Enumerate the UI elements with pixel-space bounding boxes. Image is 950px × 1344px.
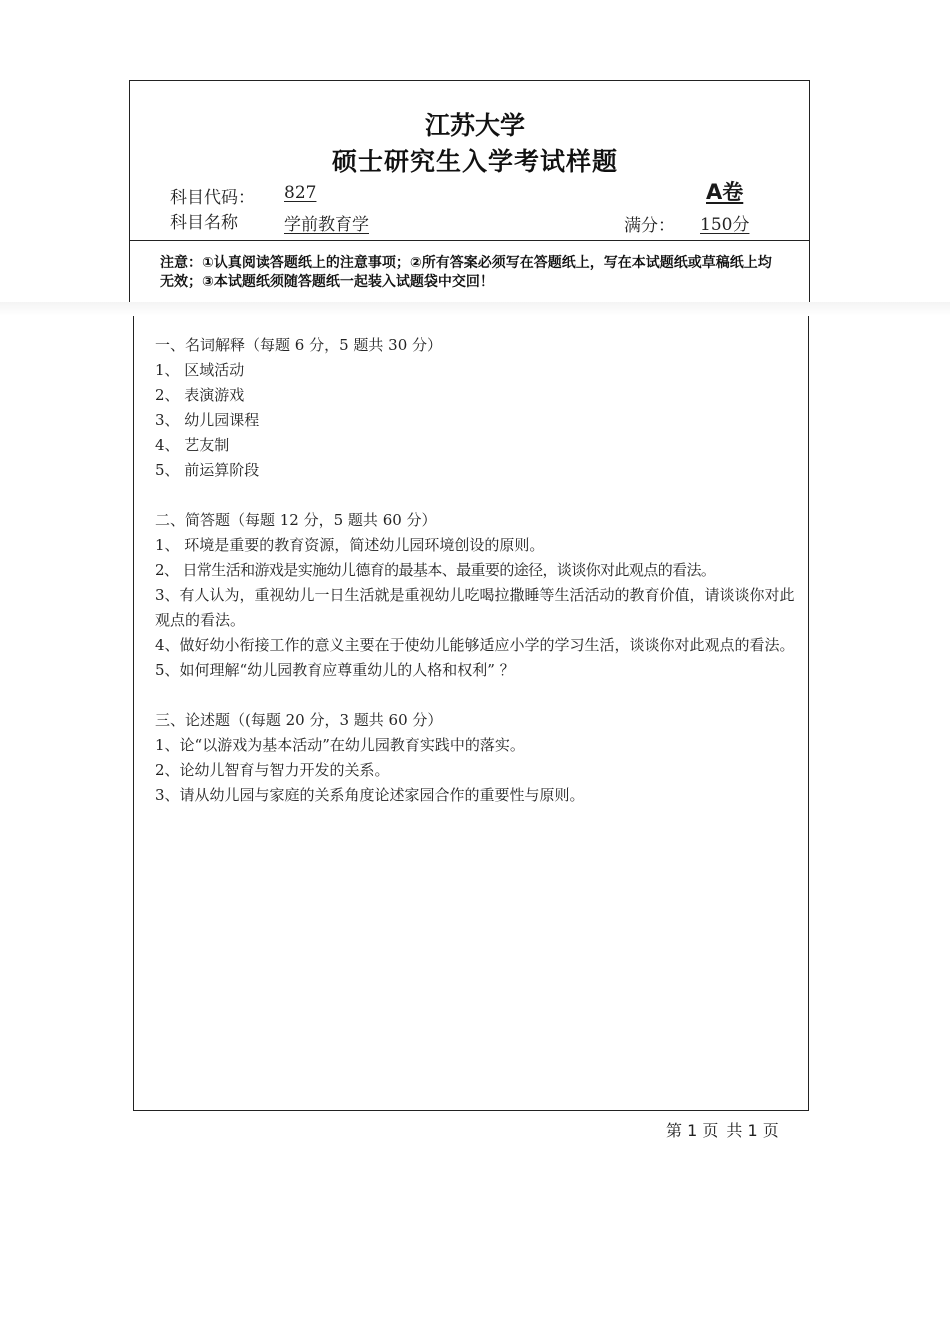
header-divider — [129, 240, 810, 241]
subject-name-label: 科目名称 — [170, 213, 238, 233]
question-item: 1、论“以游戏为基本活动”在幼儿园教育实践中的落实。 — [155, 736, 525, 754]
question-item: 5、如何理解“幼儿园教育应尊重幼儿的人格和权利” ？ — [155, 661, 515, 679]
exam-title: 硕士研究生入学考试样题 — [331, 147, 618, 176]
question-item: 1、 环境是重要的教育资源，简述幼儿园环境创设的原则。 — [155, 536, 545, 554]
section-short-answer — [155, 508, 795, 683]
question-item: 2、 日常生活和游戏是实施幼儿德育的最基本、最重要的途径，谈谈你对此观点的看法。 — [155, 561, 716, 579]
page-number: 第 1 页 — [666, 1121, 719, 1140]
full-score-label: 满分： — [624, 216, 675, 236]
paper-tag: A卷 — [706, 180, 744, 204]
section-title: 二、简答题（每题 12 分，5 题共 60 分） — [155, 511, 437, 529]
question-item: 5、 前运算阶段 — [155, 461, 260, 479]
subject-code-label: 科目代码： — [170, 188, 255, 208]
page-footer — [666, 1118, 787, 1141]
question-item: 4、做好幼小衔接工作的意义主要在于使幼儿能够适应小学的学习生活，谈谈你对此观点的看法。 — [155, 636, 795, 654]
question-item: 4、 艺友制 — [155, 436, 230, 454]
scan-seam — [0, 302, 950, 316]
page-total: 共 1 页 — [726, 1121, 779, 1140]
full-score: 150分 — [700, 215, 750, 235]
exam-notice: 注意：①认真阅读答题纸上的注意事项；②所有答案必须写在答题纸上，写在本试题纸或草稿纸上均无效；③本试题纸须随答题纸一起装入试题袋中交回！ — [160, 255, 772, 290]
question-content — [155, 333, 795, 808]
subject-name: 学前教育学 — [284, 215, 369, 235]
question-item: 3、请从幼儿园与家庭的关系角度论述家园合作的重要性与原则。 — [155, 786, 585, 804]
question-item: 1、 区域活动 — [155, 361, 245, 379]
section-terms — [155, 333, 795, 483]
question-item: 2、论幼儿智育与智力开发的关系。 — [155, 761, 390, 779]
subject-code: 827 — [284, 183, 317, 203]
section-essay — [155, 708, 795, 808]
university-name: 江苏大学 — [424, 111, 525, 140]
section-title: 三、论述题（(每题 20 分，3 题共 60 分） — [155, 711, 443, 729]
question-item: 2、 表演游戏 — [155, 386, 245, 404]
section-title: 一、名词解释（每题 6 分，5 题共 30 分） — [155, 336, 443, 354]
question-item: 3、 幼儿园课程 — [155, 411, 260, 429]
question-item: 3、有人认为，重视幼儿一日生活就是重视幼儿吃喝拉撒睡等生活活动的教育价值，请谈谈你对此观点的看法。 — [155, 586, 795, 629]
